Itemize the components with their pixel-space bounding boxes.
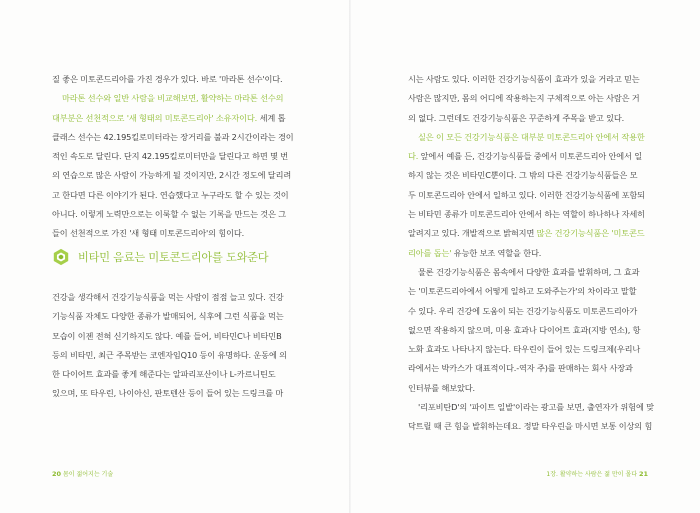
text-line: 등의 비타민, 최근 주목받는 코엔자임Q10 등이 유명하다. 운동에 의 bbox=[52, 349, 287, 360]
text-line: 적인 속도로 달린다. 단지 42.195킬로미터만을 달린다고 하면 몇 번 bbox=[52, 151, 289, 162]
text-line: 는 비타민 종류가 미토콘드리아 안에서 하는 역할이 하나하나 자세히 bbox=[408, 209, 645, 220]
highlight-text: 다. bbox=[408, 151, 419, 162]
text-line: 하지 않는 것은 비타민C뿐이다. 그 밖의 다른 건강기능식품들은 모 bbox=[408, 170, 638, 181]
text-line: 닥트릴 때 큰 힘을 발휘하는데요. 정말 타우린을 마시면 보통 이상의 힘 bbox=[408, 421, 653, 432]
text-fragment: 세계 톱 bbox=[257, 112, 286, 123]
page-number: 20 bbox=[52, 470, 62, 478]
text-line: 클래스 선수는 42.195킬로미터라는 장거리를 불과 2시간이라는 경이 bbox=[52, 131, 294, 142]
left-bottom-text bbox=[52, 288, 302, 404]
text-line: 고 한다면 다른 이야기가 된다. 연습했다고 누구라도 할 수 있는 것이 bbox=[52, 189, 289, 200]
text-line bbox=[408, 224, 658, 243]
text-line: 마라톤 선수와 일반 사람을 비교해보면, 활약하는 마라톤 선수의 bbox=[62, 93, 284, 104]
text-line: 건강을 생각해서 건강기능식품을 먹는 사람이 점점 늘고 있다. 건강 bbox=[52, 292, 284, 302]
text-line: 물론 건강기능식품은 몸속에서 다양한 효과를 발휘하며, 그 효과 bbox=[418, 266, 640, 277]
section-heading bbox=[52, 244, 312, 270]
left-footer bbox=[52, 469, 113, 478]
text-line: 아니다. 이렇게 노력만으로는 이룩할 수 없는 기록을 만드는 것은 그 bbox=[52, 209, 287, 220]
text-line bbox=[52, 109, 302, 128]
book-gutter bbox=[349, 0, 351, 513]
text-line: 는 '미토콘드리아에서 어떻게 일하고 도와주는가'의 차이라고 말할 bbox=[408, 286, 637, 297]
right-footer bbox=[546, 469, 648, 478]
text-line: 사람은 많지만, 몸의 어디에 작용하는지 구체적으로 아는 사람은 거 bbox=[408, 93, 640, 104]
text-line: 라에서는 박카스가 대표적이다.-역자 주)를 판매하는 회사 사장과 bbox=[408, 363, 633, 374]
highlight-text: 대부분은 선천적으로 '새 형태의 미토콘드리아' 소유자이다. bbox=[52, 112, 258, 123]
running-title: 몸이 젊어지는 기술 bbox=[62, 471, 114, 478]
text-line: 시는 사람도 있다. 이러한 건강기능식품이 효과가 있을 거라고 믿는 bbox=[408, 74, 640, 84]
text-line: 의 없다. 그런데도 건강기능식품은 꾸준하게 주목을 받고 있다. bbox=[408, 112, 625, 123]
right-page-text bbox=[408, 70, 658, 437]
text-fragment: 앞에서 예를 든, 건강기능식품들 중에서 미토콘드리아 안에서 일 bbox=[418, 151, 643, 162]
text-line: 모습이 이젠 전혀 신기하지도 않다. 예를 들어, 비타민C나 비타민B bbox=[52, 330, 282, 341]
text-line bbox=[408, 147, 658, 166]
highlight-text: 리아를 돕는' bbox=[408, 247, 452, 258]
text-line bbox=[408, 244, 658, 263]
text-line: 질 좋은 미토콘드리아를 가진 경우가 있다. 바로 '마라톤 선수'이다. bbox=[52, 74, 283, 84]
text-line: 실은 이 모든 건강기능식품은 대부분 미토콘드리아 안에서 작용한 bbox=[418, 131, 645, 142]
text-line: 있으며, 또 타우린, 나이아신, 판토텐산 등이 들어 있는 드링크를 마 bbox=[52, 388, 284, 399]
section-heading-text: 비타민 음료는 미토콘드리아를 도와준다 bbox=[78, 251, 269, 264]
text-line: 수 있다. 우리 건강에 도움이 되는 건강기능식품도 미토콘드리아가 bbox=[408, 305, 638, 316]
text-fragment: 알려지고 있다. 개발적으로 밝혀지면 bbox=[408, 228, 537, 239]
hexagon-icon bbox=[52, 248, 70, 266]
text-line: 인터뷰를 해보았다. bbox=[408, 382, 475, 393]
running-title: 1장. 활약하는 사람은 젊 만이 몰다 bbox=[546, 471, 638, 478]
text-line: 의 연습으로 많은 사람이 가능하게 될 것이지만, 2시간 정도에 달리려 bbox=[52, 170, 292, 181]
text-line: 없으면 작용하지 않으며, 미용 효과나 다이어트 효과(지방 연소), 항 bbox=[408, 324, 641, 335]
text-line: '리포비탄D'의 '파이트 일발'이라는 광고를 보면, 출연자가 위험에 맞 bbox=[418, 402, 654, 413]
page-number: 21 bbox=[638, 470, 648, 478]
text-line: 한 다이어트 효과를 좋게 해준다는 알파리포산이나 L-카르니틴도 bbox=[52, 369, 276, 380]
text-line: 노화 효과도 나타나지 않는다. 타우린이 들어 있는 드링크제(우리나 bbox=[408, 344, 641, 355]
text-fragment: 유능한 보조 역할을 한다. bbox=[451, 247, 542, 258]
text-line: 들이 선천적으로 가진 '새 형태 미토콘드리아'의 힘이다. bbox=[52, 228, 245, 239]
left-top-text bbox=[52, 70, 302, 244]
text-line: 두 미토콘드리아 안에서 일하고 있다. 이러한 건강기능식품에 포함되 bbox=[408, 189, 645, 200]
highlight-text: 많은 건강기능식품은 '미토콘드 bbox=[536, 228, 645, 239]
text-line: 기능식품 자체도 다양한 종류가 발매되어, 식후에 그런 식품을 먹는 bbox=[52, 311, 284, 322]
